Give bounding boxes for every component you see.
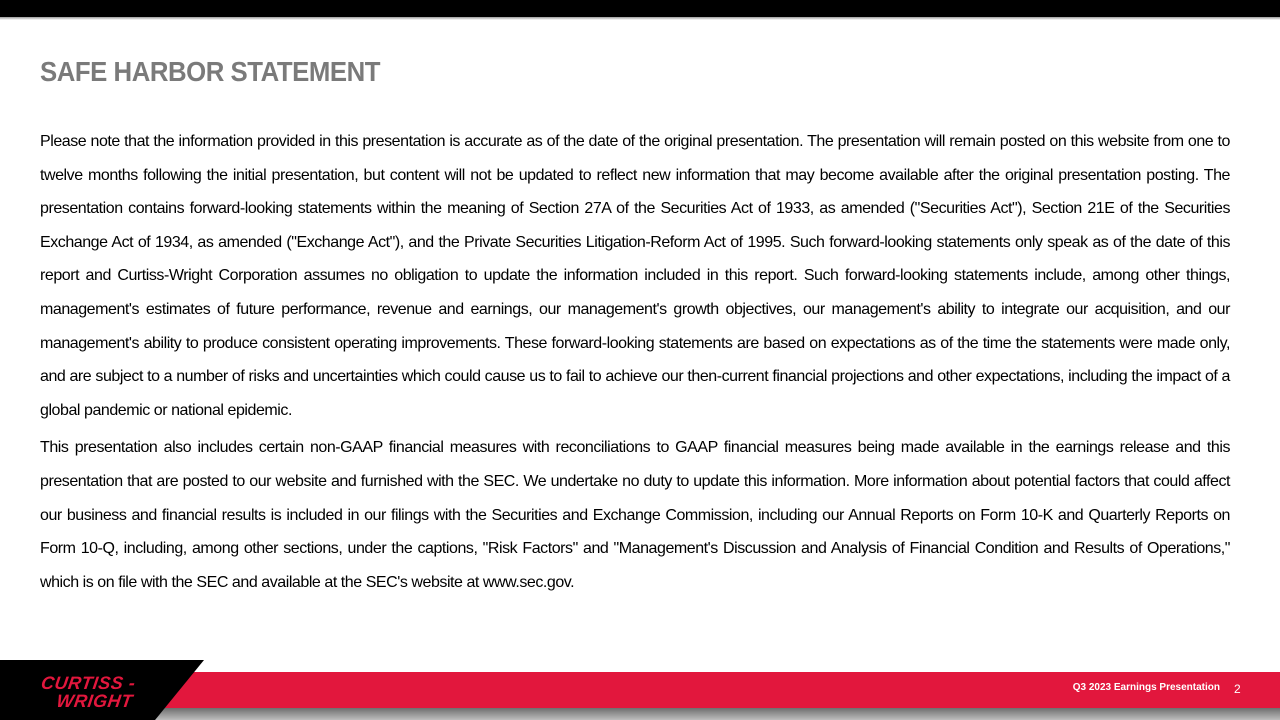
- logo-line-2: WRIGHT: [55, 691, 135, 711]
- body-text: [40, 125, 1230, 603]
- top-bar-shadow: [0, 17, 1280, 20]
- footer-shadow: [0, 708, 1280, 720]
- paragraph-non-gaap: This presentation also includes certain non-GAAP financial measures with reconciliations to GAAP financial measures being made available in the earnings release and this presentation that are posted to our website and furnished with the SEC. We undertake no duty to update this information. More information about potential factors that could affect our business and financial results is included in our filings with the Securities and Exchange Commission, including our Annual Reports on Form 10-K and Quarterly Reports on Form 10-Q, including, among other sections, under the captions, "Risk Factors" and "Management's Discussion and Analysis of Financial Condition and Results of Operations," which is on file with the SEC and available at the SEC's website at www.sec.gov.: [40, 439, 1230, 591]
- paragraph-forward-looking: Please note that the information provided in this presentation is accurate as of the date of the original presentation. The presentation will remain posted on this website from one to twelve months following the initial presentation, but content will not be updated to reflect new information that may become available after the original presentation posting. The presentation contains forward-looking statements within the meaning of Section 27A of the Securities Act of 1933, as amended ("Securities Act"), Section 21E of the Securities Exchange Act of 1934, as amended ("Exchange Act"), and the Private Securities Litigation-Reform Act of 1995. Such forward-looking statements only speak as of the date of this report and Curtiss-Wright Corporation assumes no obligation to update the information included in this report. Such forward-looking statements include, among other things, management's estimates of future performance, revenue and earnings, our management's growth objectives, our management's ability to integrate our acquisition, and our management's ability to produce consistent operating improvements. These forward-looking statements are based on expectations as of the time the statements were made only, and are subject to a number of risks and uncertainties which could cause us to fail to achieve our then-current financial projections and other expectations, including the impact of a global pandemic or national epidemic.: [40, 133, 1230, 419]
- top-bar: [0, 0, 1280, 17]
- company-logo: [37, 674, 136, 710]
- page-number: 2: [1234, 682, 1241, 696]
- slide-title: SAFE HARBOR STATEMENT: [40, 56, 381, 87]
- presentation-label: Q3 2023 Earnings Presentation: [1072, 682, 1220, 693]
- logo-line-1: CURTISS -: [39, 673, 137, 693]
